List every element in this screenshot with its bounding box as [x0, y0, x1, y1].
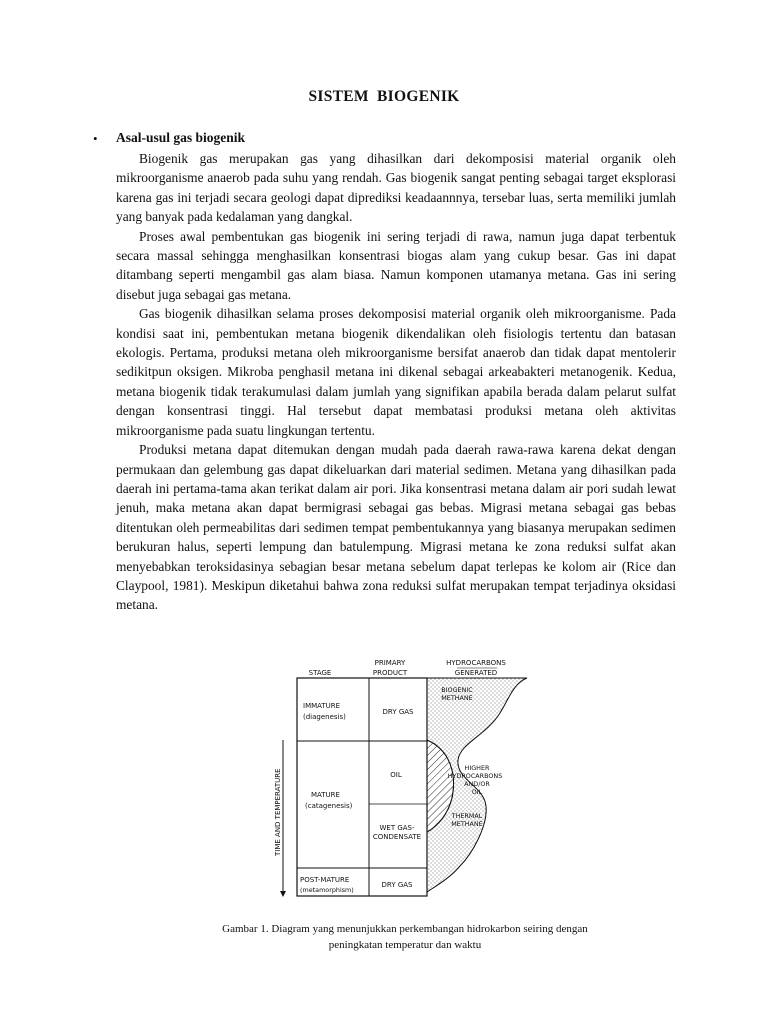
higher-hydrocarbons-line3: AND/OR	[464, 780, 490, 788]
stage-postmature: POST-MATURE	[300, 876, 350, 884]
higher-hydrocarbons-line4: OIL	[471, 788, 483, 796]
body-text	[116, 149, 676, 615]
header-primary-line1: PRIMARY	[374, 659, 406, 667]
product-oil: OIL	[390, 771, 402, 779]
header-stage: STAGE	[308, 669, 332, 677]
stage-immature: IMMATURE	[303, 702, 341, 710]
page-title: SISTEM BIOGENIK	[308, 88, 460, 105]
section-heading: Asal-usul gas biogenik	[116, 130, 246, 145]
biogenic-methane-line1: BIOGENIC	[441, 686, 473, 694]
stage-mature: MATURE	[311, 791, 340, 799]
paragraph: Biogenik gas merupakan gas yang dihasilkan dari dekomposisi material organik oleh mikroorganisme anaerob pada suhu yang rendah. Gas biogenik sangat penting sebagai target eksplorasi karena gas ini terjadi secara geologi dapat diprediksi keadaannnya, tersebar luas, serta memiliki jumlah yang banyak pada kedalaman yang dangkal.	[116, 151, 676, 225]
caption-line: Gambar 1. Diagram yang menunjukkan perkembangan hidrokarbon seiring dengan	[222, 923, 588, 935]
header-hydro-line2: GENERATED	[454, 669, 498, 677]
product-wet-gas-line1: WET GAS-	[379, 824, 415, 832]
paragraph: Produksi metana dapat ditemukan dengan mudah pada daerah rawa-rawa karena dekat dengan permukaan dan gelembung gas dapat dikeluarkan dari material sedimen. Metana yang dihasilkan pada daerah ini pertama-tama akan terikat dalam air pori. Jika konsentrasi metana dalam air pori sudah lewat jenuh, maka metana akan dapat bermigrasi sebagai gas bebas. Migrasi metana sebagai gas bebas ditentukan oleh permeabilitas dari sedimen tempat pembentukannya yang biasanya merupakan sedimen berukuran halus, seperti lempung dan batulempung. Migrasi metana ke zona reduksi sulfat akan menyebabkan teroksidasinya sebagian besar metana sebelum dapat terlepas ke kolom air (Rice dan Claypool, 1981). Meskipun diketahui bahwa zona reduksi sulfat merupakan tempat terjadinya oksidasi metana.	[116, 442, 676, 613]
caption-line: peningkatan temperatur dan waktu	[328, 939, 482, 951]
hydrocarbon-diagram	[272, 656, 532, 916]
stage-immature-sub: (diagenesis)	[303, 713, 346, 721]
paragraph: Gas biogenik dihasilkan selama proses dekomposisi material organik oleh mikroorganisme. Pada kondisi saat ini, pembentukan metana biogenik dikendalikan oleh fisiologis tertentu dan batasan ekologis. Pertama, produksi metana oleh mikroorganisme bersifat anaerob dan tidak dapat mentolerir sedikitpun oksigen. Mikroba penghasil metana ini dikenal sebagai arkeabakteri metanogenik. Kedua, metana biogenik tidak terakumulasi dalam jumlah yang signifikan apabila berada dalam pelarut sulfat dengan konsentrasi tinggi. Hal tersebut dapat membatasi produksi metana oleh aktivitas mikroorganisme pada suatu lingkungan tertentu.	[116, 306, 676, 438]
thermal-methane-line2: METHANE	[451, 820, 483, 828]
biogenic-methane-line2: METHANE	[441, 694, 473, 702]
product-dry-gas-top: DRY GAS	[382, 708, 414, 716]
paragraph: Proses awal pembentukan gas biogenik ini sering terjadi di rawa, namun juga dapat terbentuk secara massal sehingga menghasilkan konsentrasi biogas alam yang cukup besar. Gas ini dapat ditambang seperti mengambil gas alam biasa. Namun komponen utamanya metana. Gas ini sering disebut juga sebagai gas metana.	[116, 228, 676, 302]
thermal-methane-line1: THERMAL	[451, 812, 483, 820]
figure-caption	[130, 921, 680, 953]
higher-hydrocarbons-line2: HYDROCARBONS	[447, 772, 503, 780]
header-hydro-line1: HYDROCARBONS	[446, 659, 506, 667]
higher-hydrocarbons-line1: HIGHER	[464, 764, 490, 772]
bullet-icon: •	[93, 131, 98, 146]
header-primary-line2: PRODUCT	[372, 669, 408, 677]
axis-label: TIME AND TEMPERATURE	[274, 768, 282, 856]
product-wet-gas-line2: CONDENSATE	[372, 833, 422, 841]
product-dry-gas-bottom: DRY GAS	[381, 881, 413, 889]
stage-postmature-sub: (metamorphism)	[300, 886, 354, 894]
stage-mature-sub: (catagenesis)	[305, 802, 353, 810]
